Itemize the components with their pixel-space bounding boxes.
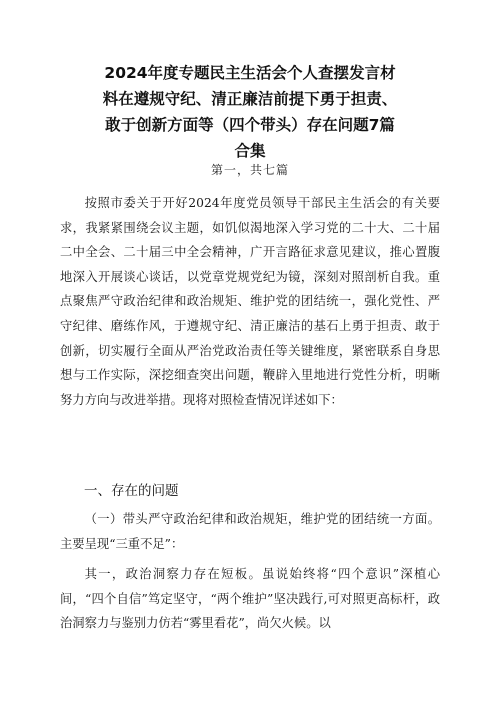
title-line-2: 料在遵规守纪、清正廉洁前提下勇于担责、 xyxy=(102,90,398,108)
point-paragraph: 其一，政治洞察力存在短板。虽说始终将“四个意识”深植心间，“四个自信”笃定坚守，“两个维护”坚决践行,可对照更高标杆，政治洞察力与鉴别力仿若“雾里看花”，尚欠火候。以 xyxy=(60,567,440,631)
subsection-paragraph: （一）带头严守政治纪律和政治规矩，维护党的团结统一方面。主要呈现“三重不足”： xyxy=(60,512,440,551)
title-line-1: 2024年度专题民主生活会个人查摆发言材 xyxy=(104,64,396,82)
intro-paragraph: 按照市委关于开好2024年度党员领导干部民主生活会的有关要求，我紧紧围绕会议主题，如饥似渴地深入学习党的二十大、二十届二中全会、二十届三中全会精神，广开言路征求意见建议，推心置腹地深入开展谈心谈话，以党章党规党纪为镜，深刻对照剖析自我。重点聚焦严守政治纪律和政治规矩、维护党的团结统一，强化党性、严守纪律、磨练作风，于遵规守纪、清正廉洁的基石上勇于担责、敢于创新，切实履行全面从严治党政治责任等关键维度，紧密联系自身思想与工作实际，深挖细查突出问题，鞭辟入里地进行党性分析，明晰努力方向与改进举措。现将对照检查情况详述如下： xyxy=(60,196,440,407)
chapter-label: 第一，共七篇 xyxy=(210,163,289,177)
document-title xyxy=(60,60,440,164)
title-line-3: 敢于创新方面等（四个带头）存在问题7篇 xyxy=(105,116,395,134)
title-line-4: 合集 xyxy=(234,142,266,160)
section-heading: 一、存在的问题 xyxy=(84,483,179,499)
